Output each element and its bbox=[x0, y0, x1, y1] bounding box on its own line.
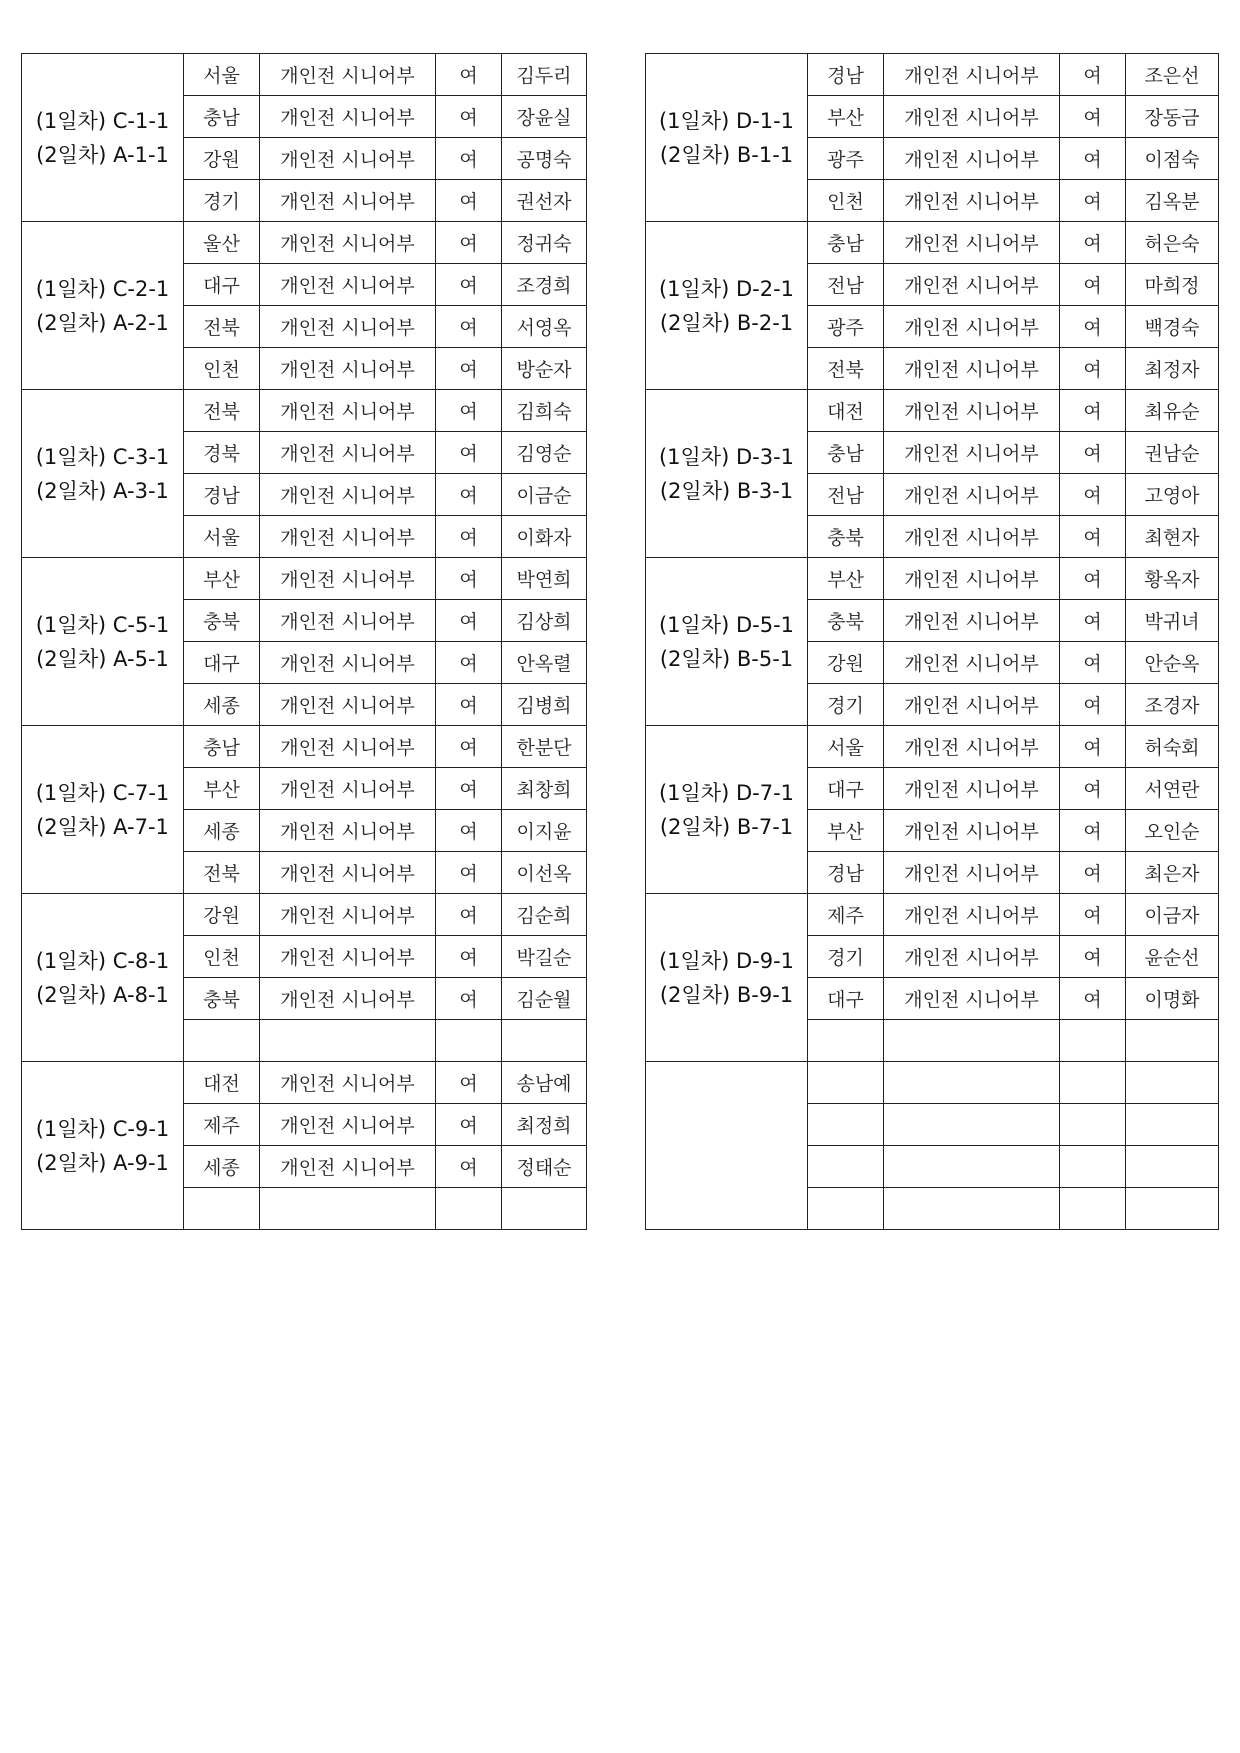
player-name-cell: 한분단 bbox=[502, 726, 587, 768]
table-row bbox=[646, 390, 1219, 432]
event-cell: 개인전 시니어부 bbox=[260, 852, 436, 894]
gender-cell: 여 bbox=[436, 936, 502, 978]
table-row bbox=[22, 222, 587, 264]
gender-cell: 여 bbox=[436, 390, 502, 432]
player-name-cell: 이금순 bbox=[502, 474, 587, 516]
gender-cell: 여 bbox=[1060, 978, 1126, 1020]
region-cell: 경기 bbox=[184, 180, 260, 222]
group-label-line2: (2일차) B-5-1 bbox=[659, 646, 794, 671]
group-label bbox=[646, 390, 808, 558]
region-cell: 인천 bbox=[184, 936, 260, 978]
region-cell: 경남 bbox=[184, 474, 260, 516]
player-name-cell bbox=[1126, 1188, 1219, 1230]
event-cell: 개인전 시니어부 bbox=[884, 642, 1060, 684]
player-name-cell: 최정자 bbox=[1126, 348, 1219, 390]
region-cell: 대전 bbox=[184, 1062, 260, 1104]
group-label bbox=[22, 1062, 184, 1230]
gender-cell: 여 bbox=[1060, 600, 1126, 642]
group-label bbox=[22, 558, 184, 726]
event-cell bbox=[260, 1020, 436, 1062]
gender-cell: 여 bbox=[1060, 642, 1126, 684]
group-label bbox=[646, 54, 808, 222]
gender-cell: 여 bbox=[436, 516, 502, 558]
player-name-cell: 박길순 bbox=[502, 936, 587, 978]
region-cell: 전북 bbox=[184, 306, 260, 348]
group-label-line1: (1일차) C-1-1 bbox=[35, 108, 170, 133]
player-name-cell bbox=[502, 1188, 587, 1230]
player-name-cell: 이지윤 bbox=[502, 810, 587, 852]
gender-cell bbox=[1060, 1020, 1126, 1062]
event-cell: 개인전 시니어부 bbox=[260, 474, 436, 516]
gender-cell: 여 bbox=[436, 1062, 502, 1104]
event-cell: 개인전 시니어부 bbox=[884, 558, 1060, 600]
group-label-line2: (2일차) A-5-1 bbox=[36, 646, 169, 671]
gender-cell: 여 bbox=[436, 222, 502, 264]
region-cell bbox=[184, 1020, 260, 1062]
group-label bbox=[646, 726, 808, 894]
event-cell: 개인전 시니어부 bbox=[260, 96, 436, 138]
event-cell: 개인전 시니어부 bbox=[884, 894, 1060, 936]
player-name-cell: 마희정 bbox=[1126, 264, 1219, 306]
player-name-cell: 최창희 bbox=[502, 768, 587, 810]
event-cell: 개인전 시니어부 bbox=[260, 726, 436, 768]
event-cell: 개인전 시니어부 bbox=[260, 348, 436, 390]
region-cell: 경기 bbox=[808, 936, 884, 978]
player-name-cell: 최정희 bbox=[502, 1104, 587, 1146]
group-label bbox=[22, 222, 184, 390]
player-name-cell: 오인순 bbox=[1126, 810, 1219, 852]
group-label bbox=[22, 894, 184, 1062]
gender-cell: 여 bbox=[1060, 684, 1126, 726]
gender-cell: 여 bbox=[436, 180, 502, 222]
player-name-cell: 김병희 bbox=[502, 684, 587, 726]
player-name-cell bbox=[1126, 1146, 1219, 1188]
region-cell: 광주 bbox=[808, 306, 884, 348]
event-cell: 개인전 시니어부 bbox=[884, 96, 1060, 138]
gender-cell: 여 bbox=[436, 348, 502, 390]
region-cell: 전북 bbox=[184, 390, 260, 432]
player-name-cell: 김영순 bbox=[502, 432, 587, 474]
gender-cell: 여 bbox=[436, 474, 502, 516]
gender-cell: 여 bbox=[1060, 222, 1126, 264]
gender-cell: 여 bbox=[436, 54, 502, 96]
event-cell: 개인전 시니어부 bbox=[260, 936, 436, 978]
player-name-cell: 장윤실 bbox=[502, 96, 587, 138]
group-label-line1: (1일차) D-2-1 bbox=[658, 276, 795, 301]
table-row bbox=[646, 54, 1219, 96]
gender-cell: 여 bbox=[436, 600, 502, 642]
region-cell: 대구 bbox=[184, 264, 260, 306]
event-cell bbox=[884, 1104, 1060, 1146]
region-cell: 충북 bbox=[184, 978, 260, 1020]
player-name-cell: 이금자 bbox=[1126, 894, 1219, 936]
player-name-cell: 허은숙 bbox=[1126, 222, 1219, 264]
player-name-cell: 방순자 bbox=[502, 348, 587, 390]
region-cell: 전북 bbox=[184, 852, 260, 894]
gender-cell: 여 bbox=[1060, 96, 1126, 138]
region-cell: 제주 bbox=[184, 1104, 260, 1146]
gender-cell: 여 bbox=[436, 306, 502, 348]
player-name-cell: 김희숙 bbox=[502, 390, 587, 432]
region-cell: 대전 bbox=[808, 390, 884, 432]
gender-cell: 여 bbox=[436, 264, 502, 306]
region-cell: 부산 bbox=[184, 558, 260, 600]
player-name-cell: 허숙회 bbox=[1126, 726, 1219, 768]
player-name-cell: 황옥자 bbox=[1126, 558, 1219, 600]
player-name-cell: 공명숙 bbox=[502, 138, 587, 180]
gender-cell bbox=[1060, 1104, 1126, 1146]
player-name-cell bbox=[502, 1020, 587, 1062]
roster-body-left bbox=[22, 54, 587, 1230]
event-cell: 개인전 시니어부 bbox=[884, 432, 1060, 474]
region-cell: 충남 bbox=[184, 96, 260, 138]
roster-table-right bbox=[645, 53, 1219, 1230]
event-cell: 개인전 시니어부 bbox=[884, 180, 1060, 222]
region-cell: 대구 bbox=[808, 978, 884, 1020]
gender-cell bbox=[1060, 1146, 1126, 1188]
player-name-cell: 서연란 bbox=[1126, 768, 1219, 810]
group-label-line1: (1일차) D-5-1 bbox=[658, 612, 795, 637]
event-cell: 개인전 시니어부 bbox=[884, 600, 1060, 642]
player-name-cell: 백경숙 bbox=[1126, 306, 1219, 348]
event-cell: 개인전 시니어부 bbox=[884, 348, 1060, 390]
group-label-line2: (2일차) B-3-1 bbox=[659, 478, 794, 503]
event-cell: 개인전 시니어부 bbox=[260, 54, 436, 96]
gender-cell bbox=[1060, 1062, 1126, 1104]
player-name-cell: 권선자 bbox=[502, 180, 587, 222]
region-cell: 충남 bbox=[808, 222, 884, 264]
table-row bbox=[646, 1062, 1219, 1104]
player-name-cell: 권남순 bbox=[1126, 432, 1219, 474]
group-label bbox=[22, 726, 184, 894]
player-name-cell bbox=[1126, 1062, 1219, 1104]
group-label bbox=[22, 390, 184, 558]
group-label-line2: (2일차) A-7-1 bbox=[36, 814, 169, 839]
player-name-cell: 송남예 bbox=[502, 1062, 587, 1104]
gender-cell: 여 bbox=[1060, 516, 1126, 558]
gender-cell: 여 bbox=[1060, 936, 1126, 978]
player-name-cell: 정귀숙 bbox=[502, 222, 587, 264]
gender-cell: 여 bbox=[1060, 390, 1126, 432]
event-cell: 개인전 시니어부 bbox=[260, 264, 436, 306]
player-name-cell: 이명화 bbox=[1126, 978, 1219, 1020]
region-cell bbox=[808, 1104, 884, 1146]
region-cell bbox=[808, 1188, 884, 1230]
gender-cell: 여 bbox=[436, 642, 502, 684]
gender-cell: 여 bbox=[436, 684, 502, 726]
event-cell: 개인전 시니어부 bbox=[260, 306, 436, 348]
region-cell: 부산 bbox=[808, 96, 884, 138]
event-cell: 개인전 시니어부 bbox=[884, 54, 1060, 96]
table-row bbox=[646, 558, 1219, 600]
gender-cell: 여 bbox=[436, 138, 502, 180]
region-cell: 광주 bbox=[808, 138, 884, 180]
player-name-cell: 서영옥 bbox=[502, 306, 587, 348]
group-label bbox=[646, 1062, 808, 1230]
table-row bbox=[22, 894, 587, 936]
table-row bbox=[22, 54, 587, 96]
player-name-cell: 이선옥 bbox=[502, 852, 587, 894]
event-cell bbox=[884, 1020, 1060, 1062]
event-cell bbox=[884, 1146, 1060, 1188]
event-cell: 개인전 시니어부 bbox=[884, 474, 1060, 516]
group-label-line2: (2일차) B-2-1 bbox=[659, 310, 794, 335]
region-cell: 세종 bbox=[184, 684, 260, 726]
region-cell bbox=[184, 1188, 260, 1230]
player-name-cell: 윤순선 bbox=[1126, 936, 1219, 978]
roster-body-right bbox=[646, 54, 1219, 1230]
gender-cell: 여 bbox=[1060, 768, 1126, 810]
region-cell: 전남 bbox=[808, 474, 884, 516]
player-name-cell: 안순옥 bbox=[1126, 642, 1219, 684]
event-cell: 개인전 시니어부 bbox=[260, 978, 436, 1020]
player-name-cell: 조경희 bbox=[502, 264, 587, 306]
player-name-cell: 김상희 bbox=[502, 600, 587, 642]
region-cell: 부산 bbox=[808, 810, 884, 852]
table-row bbox=[646, 222, 1219, 264]
event-cell: 개인전 시니어부 bbox=[260, 1104, 436, 1146]
player-name-cell bbox=[1126, 1020, 1219, 1062]
gender-cell: 여 bbox=[1060, 348, 1126, 390]
region-cell bbox=[808, 1020, 884, 1062]
table-row bbox=[22, 1062, 587, 1104]
event-cell: 개인전 시니어부 bbox=[260, 390, 436, 432]
event-cell: 개인전 시니어부 bbox=[260, 222, 436, 264]
event-cell: 개인전 시니어부 bbox=[260, 1062, 436, 1104]
player-name-cell: 조은선 bbox=[1126, 54, 1219, 96]
region-cell: 울산 bbox=[184, 222, 260, 264]
region-cell: 서울 bbox=[184, 54, 260, 96]
gender-cell: 여 bbox=[436, 852, 502, 894]
gender-cell: 여 bbox=[1060, 264, 1126, 306]
group-label-line1: (1일차) C-3-1 bbox=[35, 444, 170, 469]
player-name-cell: 최현자 bbox=[1126, 516, 1219, 558]
region-cell: 부산 bbox=[184, 768, 260, 810]
gender-cell: 여 bbox=[1060, 810, 1126, 852]
region-cell: 경북 bbox=[184, 432, 260, 474]
event-cell: 개인전 시니어부 bbox=[260, 894, 436, 936]
event-cell: 개인전 시니어부 bbox=[884, 684, 1060, 726]
region-cell: 전북 bbox=[808, 348, 884, 390]
group-label bbox=[646, 222, 808, 390]
event-cell: 개인전 시니어부 bbox=[260, 600, 436, 642]
gender-cell: 여 bbox=[436, 810, 502, 852]
group-label-line1: (1일차) C-9-1 bbox=[35, 1116, 170, 1141]
player-name-cell: 장동금 bbox=[1126, 96, 1219, 138]
group-label-line2: (2일차) B-7-1 bbox=[659, 814, 794, 839]
region-cell: 충남 bbox=[184, 726, 260, 768]
player-name-cell: 이점숙 bbox=[1126, 138, 1219, 180]
gender-cell: 여 bbox=[436, 1104, 502, 1146]
event-cell: 개인전 시니어부 bbox=[884, 306, 1060, 348]
region-cell: 대구 bbox=[184, 642, 260, 684]
player-name-cell: 정태순 bbox=[502, 1146, 587, 1188]
player-name-cell: 고영아 bbox=[1126, 474, 1219, 516]
group-label-line2: (2일차) A-1-1 bbox=[36, 142, 169, 167]
gender-cell: 여 bbox=[1060, 558, 1126, 600]
player-name-cell: 김옥분 bbox=[1126, 180, 1219, 222]
event-cell: 개인전 시니어부 bbox=[260, 180, 436, 222]
event-cell: 개인전 시니어부 bbox=[260, 558, 436, 600]
region-cell: 충북 bbox=[808, 600, 884, 642]
event-cell: 개인전 시니어부 bbox=[884, 390, 1060, 432]
event-cell: 개인전 시니어부 bbox=[884, 138, 1060, 180]
group-label-line2: (2일차) B-9-1 bbox=[659, 982, 794, 1007]
region-cell: 충북 bbox=[808, 516, 884, 558]
event-cell: 개인전 시니어부 bbox=[260, 684, 436, 726]
event-cell: 개인전 시니어부 bbox=[884, 222, 1060, 264]
event-cell bbox=[260, 1188, 436, 1230]
gender-cell: 여 bbox=[1060, 474, 1126, 516]
event-cell: 개인전 시니어부 bbox=[884, 516, 1060, 558]
group-label-line1: (1일차) D-7-1 bbox=[658, 780, 795, 805]
region-cell: 세종 bbox=[184, 810, 260, 852]
player-name-cell: 박귀녀 bbox=[1126, 600, 1219, 642]
group-label bbox=[646, 558, 808, 726]
event-cell: 개인전 시니어부 bbox=[260, 138, 436, 180]
group-label-line2: (2일차) B-1-1 bbox=[659, 142, 794, 167]
group-label bbox=[22, 54, 184, 222]
region-cell: 대구 bbox=[808, 768, 884, 810]
event-cell: 개인전 시니어부 bbox=[260, 516, 436, 558]
player-name-cell bbox=[1126, 1104, 1219, 1146]
gender-cell: 여 bbox=[436, 894, 502, 936]
group-label-line1: (1일차) D-3-1 bbox=[658, 444, 795, 469]
gender-cell bbox=[436, 1188, 502, 1230]
roster-table-left bbox=[21, 53, 587, 1230]
group-label-line2: (2일차) A-2-1 bbox=[36, 310, 169, 335]
region-cell bbox=[808, 1062, 884, 1104]
gender-cell: 여 bbox=[436, 432, 502, 474]
player-name-cell: 김순월 bbox=[502, 978, 587, 1020]
group-label-line2: (2일차) A-8-1 bbox=[36, 982, 169, 1007]
event-cell: 개인전 시니어부 bbox=[260, 768, 436, 810]
group-label-line1: (1일차) D-9-1 bbox=[658, 948, 795, 973]
group-label-line2: (2일차) A-9-1 bbox=[36, 1150, 169, 1175]
player-name-cell: 김두리 bbox=[502, 54, 587, 96]
event-cell bbox=[884, 1188, 1060, 1230]
region-cell: 강원 bbox=[184, 894, 260, 936]
event-cell bbox=[884, 1062, 1060, 1104]
gender-cell: 여 bbox=[1060, 852, 1126, 894]
table-row bbox=[22, 558, 587, 600]
event-cell: 개인전 시니어부 bbox=[884, 852, 1060, 894]
region-cell: 경남 bbox=[808, 54, 884, 96]
region-cell: 인천 bbox=[808, 180, 884, 222]
gender-cell: 여 bbox=[436, 768, 502, 810]
region-cell: 강원 bbox=[808, 642, 884, 684]
player-name-cell: 최유순 bbox=[1126, 390, 1219, 432]
group-label-line1: (1일차) D-1-1 bbox=[658, 108, 795, 133]
region-cell: 경남 bbox=[808, 852, 884, 894]
gender-cell: 여 bbox=[1060, 726, 1126, 768]
table-row bbox=[22, 390, 587, 432]
group-label-line2: (2일차) A-3-1 bbox=[36, 478, 169, 503]
table-row bbox=[646, 726, 1219, 768]
region-cell: 서울 bbox=[808, 726, 884, 768]
region-cell: 부산 bbox=[808, 558, 884, 600]
gender-cell: 여 bbox=[1060, 54, 1126, 96]
region-cell: 세종 bbox=[184, 1146, 260, 1188]
gender-cell: 여 bbox=[436, 978, 502, 1020]
player-name-cell: 안옥렬 bbox=[502, 642, 587, 684]
event-cell: 개인전 시니어부 bbox=[260, 432, 436, 474]
region-cell: 서울 bbox=[184, 516, 260, 558]
gender-cell: 여 bbox=[1060, 180, 1126, 222]
event-cell: 개인전 시니어부 bbox=[260, 642, 436, 684]
region-cell: 전남 bbox=[808, 264, 884, 306]
group-label-line1: (1일차) C-5-1 bbox=[35, 612, 170, 637]
region-cell: 충남 bbox=[808, 432, 884, 474]
event-cell: 개인전 시니어부 bbox=[260, 1146, 436, 1188]
event-cell: 개인전 시니어부 bbox=[884, 264, 1060, 306]
group-label-line1: (1일차) C-7-1 bbox=[35, 780, 170, 805]
event-cell: 개인전 시니어부 bbox=[884, 978, 1060, 1020]
player-name-cell: 김순희 bbox=[502, 894, 587, 936]
group-label-line1: (1일차) C-8-1 bbox=[35, 948, 170, 973]
event-cell: 개인전 시니어부 bbox=[884, 768, 1060, 810]
gender-cell bbox=[1060, 1188, 1126, 1230]
group-label bbox=[646, 894, 808, 1062]
gender-cell: 여 bbox=[436, 726, 502, 768]
gender-cell: 여 bbox=[436, 558, 502, 600]
gender-cell bbox=[436, 1020, 502, 1062]
gender-cell: 여 bbox=[1060, 138, 1126, 180]
table-row bbox=[646, 894, 1219, 936]
region-cell: 강원 bbox=[184, 138, 260, 180]
gender-cell: 여 bbox=[1060, 894, 1126, 936]
player-name-cell: 최은자 bbox=[1126, 852, 1219, 894]
region-cell: 충북 bbox=[184, 600, 260, 642]
player-name-cell: 박연희 bbox=[502, 558, 587, 600]
gender-cell: 여 bbox=[1060, 306, 1126, 348]
region-cell bbox=[808, 1146, 884, 1188]
region-cell: 제주 bbox=[808, 894, 884, 936]
gender-cell: 여 bbox=[436, 96, 502, 138]
event-cell: 개인전 시니어부 bbox=[884, 936, 1060, 978]
group-label-line1: (1일차) C-2-1 bbox=[35, 276, 170, 301]
event-cell: 개인전 시니어부 bbox=[884, 810, 1060, 852]
event-cell: 개인전 시니어부 bbox=[260, 810, 436, 852]
player-name-cell: 조경자 bbox=[1126, 684, 1219, 726]
region-cell: 인천 bbox=[184, 348, 260, 390]
event-cell: 개인전 시니어부 bbox=[884, 726, 1060, 768]
region-cell: 경기 bbox=[808, 684, 884, 726]
gender-cell: 여 bbox=[1060, 432, 1126, 474]
player-name-cell: 이화자 bbox=[502, 516, 587, 558]
table-row bbox=[22, 726, 587, 768]
gender-cell: 여 bbox=[436, 1146, 502, 1188]
